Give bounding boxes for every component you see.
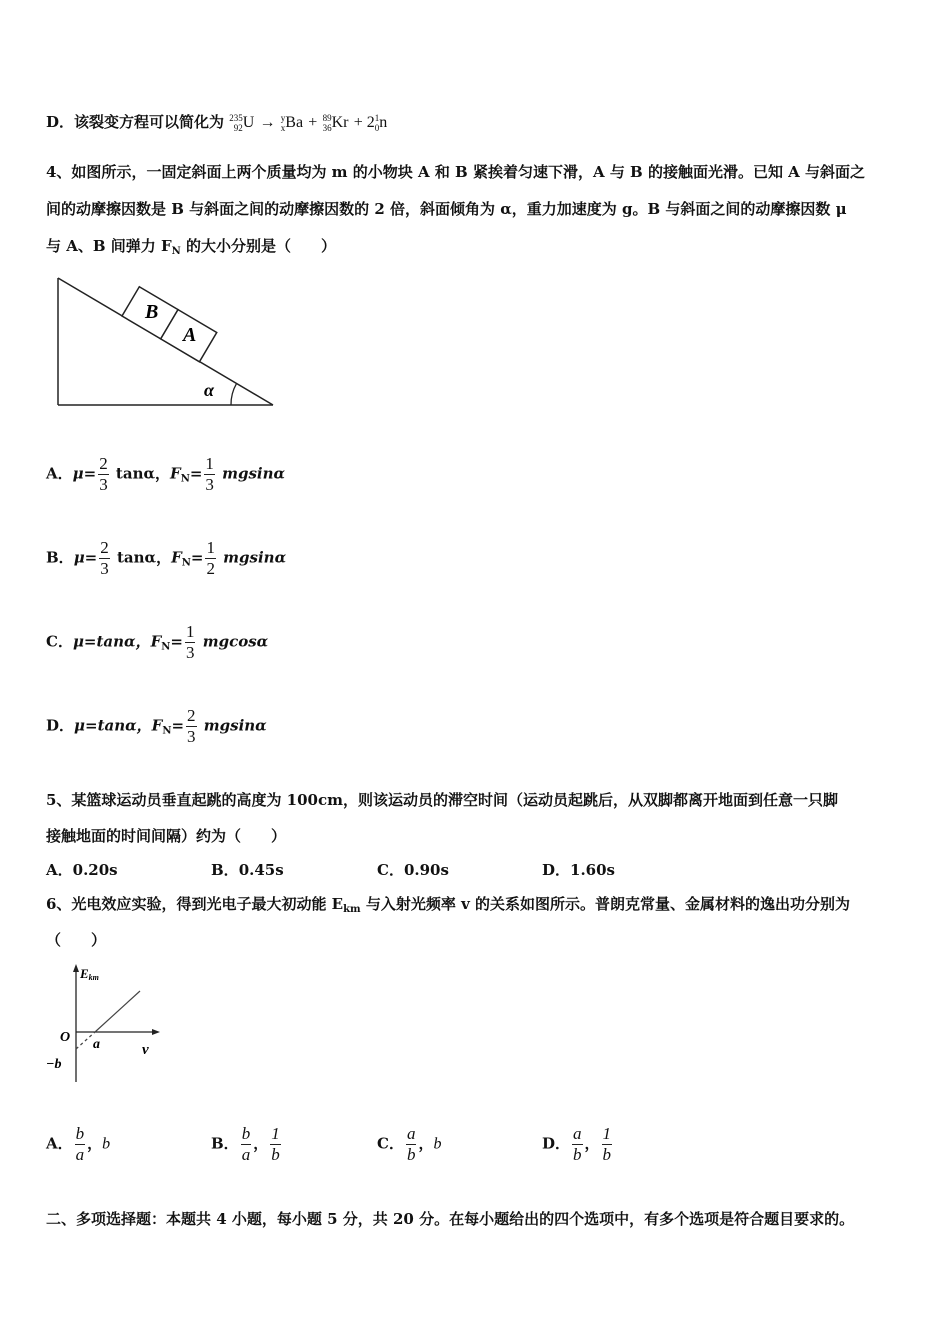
x-axis-arrow-icon bbox=[152, 1029, 160, 1035]
plus-sign: + bbox=[308, 114, 318, 131]
angle-arc bbox=[231, 384, 237, 405]
reaction-arrow: → bbox=[259, 114, 276, 131]
y-axis-arrow-icon bbox=[73, 964, 79, 972]
barium-nuclide: y x Ba bbox=[280, 113, 304, 134]
intercept-b: −b bbox=[46, 1057, 62, 1072]
option-d-label: D．该裂变方程可以简化为 bbox=[46, 113, 225, 131]
q6-option-b[interactable]: B． $\frac{b}{a}$ ， $\frac{1}{b}$ bbox=[211, 1124, 280, 1164]
q5-option-d[interactable]: D．1.60s bbox=[542, 861, 615, 879]
neutron: 1 0 n bbox=[374, 113, 388, 134]
q4-option-a[interactable]: A．μ= $\frac{2}{3}$ tanα，$F_N=$ $\frac{1}{3}$ mgsinα bbox=[46, 454, 286, 494]
q4-option-c[interactable]: C．μ=tanα，$F_N=$ $\frac{1}{3}$ mgcosα bbox=[46, 622, 269, 662]
intercept-a: a bbox=[93, 1037, 100, 1052]
x-axis-label: v bbox=[142, 1042, 149, 1058]
section-2-heading: 二、多项选择题：本题共 4 小题，每小题 5 分，共 20 分。在每小题给出的四个选项中，有多个选项是符合题目要求的。 bbox=[46, 1210, 855, 1228]
q6-option-d[interactable]: D． $\frac{a}{b}$ ， $\frac{1}{b}$ bbox=[542, 1124, 612, 1164]
label-b: B bbox=[145, 301, 159, 323]
krypton-nuclide: 89 36 Kr bbox=[322, 113, 349, 134]
q5-line-1: 5、某篮球运动员垂直起跳的高度为 100cm，则该运动员的滞空时间（运动员起跳后，从双脚都离开地面到任意一只脚 bbox=[46, 791, 838, 809]
q4-line-2: 间的动摩擦因数是 B 与斜面之间的动摩擦因数的 2 倍，斜面倾角为 α，重力加速度为 g。B 与斜面之间的动摩擦因数 μ bbox=[46, 200, 847, 218]
label-a: A bbox=[183, 324, 197, 346]
q4-option-d[interactable]: D．μ=tanα，$F_N=$ $\frac{2}{3}$ mgsinα bbox=[46, 706, 267, 746]
q5-option-a[interactable]: A．0.20s bbox=[46, 861, 118, 879]
q5-option-b[interactable]: B．0.45s bbox=[211, 861, 284, 879]
uranium-nuclide: 235 92 U bbox=[229, 113, 255, 134]
label-alpha: α bbox=[204, 380, 214, 400]
photoelectric-graph bbox=[40, 960, 170, 1090]
y-axis-label: Ekm bbox=[80, 966, 99, 982]
q4-option-b[interactable]: B．μ= $\frac{2}{3}$ tanα，$F_N=$ $\frac{1}{2}$ mgsinα bbox=[46, 538, 287, 578]
q4-line-3: 与 A、B 间弹力 $F_N$ 的大小分别是（ ） bbox=[46, 237, 337, 257]
q5-line-2: 接触地面的时间间隔）约为（ ） bbox=[46, 827, 287, 845]
q5-option-c[interactable]: C．0.90s bbox=[377, 861, 449, 879]
incline-figure bbox=[50, 272, 280, 412]
q6-line-1: 6、光电效应实验，得到光电子最大初动能 $E_{km}$ 与入射光频率 v 的关系如图所示。普朗克常量、金属材料的逸出功分别为 bbox=[46, 895, 851, 915]
origin-label: O bbox=[60, 1030, 71, 1045]
q4-line-1: 4、如图所示，一固定斜面上两个质量均为 m 的小物块 A 和 B 紧挨着匀速下滑，A 与 B 的接触面光滑。已知 A 与斜面之 bbox=[46, 163, 866, 181]
option-d-fission bbox=[46, 112, 387, 133]
q6-option-a[interactable]: A． $\frac{b}{a}$ ，b bbox=[46, 1124, 111, 1164]
q6-line-2: （ ） bbox=[46, 931, 107, 949]
plus-two: + 2 bbox=[353, 114, 375, 131]
ekm-line bbox=[95, 991, 140, 1032]
q6-option-c[interactable]: C． $\frac{a}{b}$ ，b bbox=[377, 1124, 442, 1164]
